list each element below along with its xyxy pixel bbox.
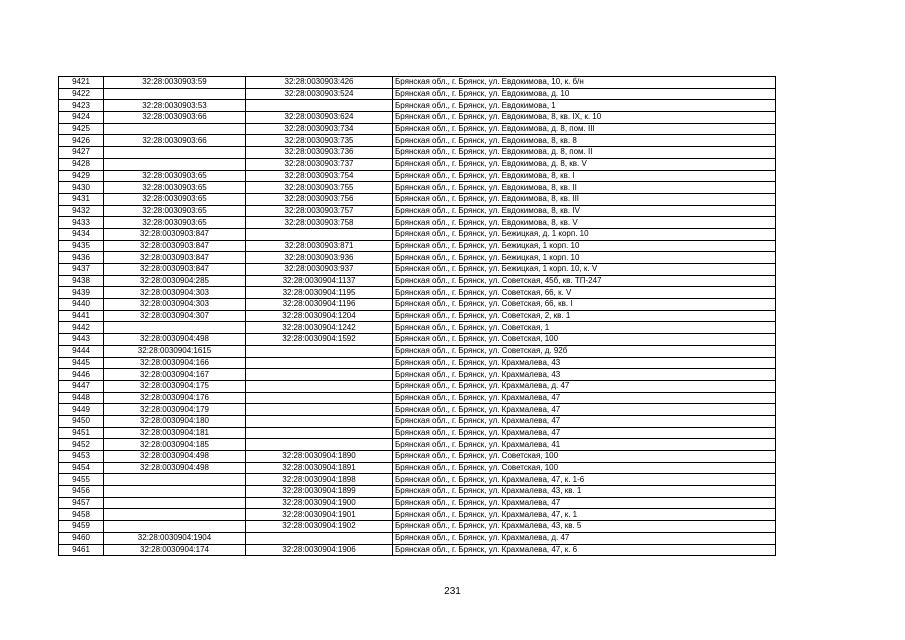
table-row	[59, 357, 776, 369]
object-cadastral-number-cell: 32:28:0030903:734	[246, 123, 393, 135]
address-cell: Брянская обл., г. Брянск, ул. Евдокимова, 8, кв. 8	[393, 135, 776, 147]
parcel-cadastral-number-cell: 32:28:0030904:1904	[104, 532, 246, 544]
parcel-cadastral-number-cell	[104, 88, 246, 100]
parcel-cadastral-number-cell: 32:28:0030904:307	[104, 310, 246, 322]
table-row	[59, 369, 776, 381]
object-cadastral-number-cell: 32:28:0030904:1898	[246, 474, 393, 486]
row-number-cell: 9451	[59, 427, 104, 439]
row-number-cell: 9449	[59, 404, 104, 416]
row-number-cell: 9457	[59, 497, 104, 509]
address-cell: Брянская обл., г. Брянск, ул. Евдокимова, 8, кв. IV	[393, 205, 776, 217]
parcel-cadastral-number-cell: 32:28:0030903:65	[104, 170, 246, 182]
parcel-cadastral-number-cell: 32:28:0030904:167	[104, 369, 246, 381]
table-row	[59, 112, 776, 124]
row-number-cell: 9444	[59, 345, 104, 357]
object-cadastral-number-cell: 32:28:0030904:1196	[246, 299, 393, 311]
row-number-cell: 9427	[59, 147, 104, 159]
parcel-cadastral-number-cell: 32:28:0030903:65	[104, 217, 246, 229]
address-cell: Брянская обл., г. Брянск, ул. Крахмалева, 41	[393, 439, 776, 451]
table-row	[59, 170, 776, 182]
parcel-cadastral-number-cell: 32:28:0030904:498	[104, 451, 246, 463]
object-cadastral-number-cell	[246, 100, 393, 112]
row-number-cell: 9448	[59, 392, 104, 404]
address-cell: Брянская обл., г. Брянск, ул. Евдокимова, д. 8, пом. II	[393, 147, 776, 159]
address-cell: Брянская обл., г. Брянск, ул. Крахмалева, 47	[393, 427, 776, 439]
row-number-cell: 9439	[59, 287, 104, 299]
table-row	[59, 451, 776, 463]
table-row	[59, 228, 776, 240]
row-number-cell: 9456	[59, 486, 104, 498]
table-row	[59, 544, 776, 556]
row-number-cell: 9421	[59, 77, 104, 89]
object-cadastral-number-cell: 32:28:0030904:1137	[246, 275, 393, 287]
object-cadastral-number-cell: 32:28:0030903:755	[246, 182, 393, 194]
row-number-cell: 9458	[59, 509, 104, 521]
parcel-cadastral-number-cell	[104, 486, 246, 498]
table-row	[59, 240, 776, 252]
table-row	[59, 77, 776, 89]
address-cell: Брянская обл., г. Брянск, ул. Крахмалева, 43	[393, 369, 776, 381]
object-cadastral-number-cell: 32:28:0030903:754	[246, 170, 393, 182]
table-row	[59, 322, 776, 334]
address-cell: Брянская обл., г. Брянск, ул. Крахмалева, 47, к. 6	[393, 544, 776, 556]
table-row	[59, 474, 776, 486]
object-cadastral-number-cell: 32:28:0030903:624	[246, 112, 393, 124]
table-row	[59, 182, 776, 194]
object-cadastral-number-cell: 32:28:0030904:1242	[246, 322, 393, 334]
registry-table	[58, 76, 776, 556]
parcel-cadastral-number-cell: 32:28:0030904:303	[104, 287, 246, 299]
address-cell: Брянская обл., г. Брянск, ул. Евдокимова, д. 8, кв. V	[393, 158, 776, 170]
parcel-cadastral-number-cell	[104, 509, 246, 521]
row-number-cell: 9432	[59, 205, 104, 217]
parcel-cadastral-number-cell	[104, 123, 246, 135]
table-row	[59, 147, 776, 159]
table-row	[59, 287, 776, 299]
address-cell: Брянская обл., г. Брянск, ул. Крахмалева, 43, кв. 1	[393, 486, 776, 498]
row-number-cell: 9440	[59, 299, 104, 311]
table-row	[59, 380, 776, 392]
parcel-cadastral-number-cell	[104, 497, 246, 509]
parcel-cadastral-number-cell: 32:28:0030904:176	[104, 392, 246, 404]
row-number-cell: 9438	[59, 275, 104, 287]
row-number-cell: 9452	[59, 439, 104, 451]
table-row	[59, 439, 776, 451]
row-number-cell: 9433	[59, 217, 104, 229]
parcel-cadastral-number-cell: 32:28:0030904:166	[104, 357, 246, 369]
parcel-cadastral-number-cell: 32:28:0030904:498	[104, 334, 246, 346]
object-cadastral-number-cell	[246, 404, 393, 416]
address-cell: Брянская обл., г. Брянск, ул. Советская, 1	[393, 322, 776, 334]
object-cadastral-number-cell	[246, 532, 393, 544]
registry-table-body	[59, 77, 776, 556]
table-row	[59, 486, 776, 498]
parcel-cadastral-number-cell: 32:28:0030904:498	[104, 462, 246, 474]
address-cell: Брянская обл., г. Брянск, ул. Бежицкая, 1 корп. 10	[393, 252, 776, 264]
row-number-cell: 9430	[59, 182, 104, 194]
table-row	[59, 88, 776, 100]
object-cadastral-number-cell: 32:28:0030904:1900	[246, 497, 393, 509]
row-number-cell: 9453	[59, 451, 104, 463]
table-row	[59, 217, 776, 229]
row-number-cell: 9428	[59, 158, 104, 170]
address-cell: Брянская обл., г. Брянск, ул. Евдокимова, 8, кв. V	[393, 217, 776, 229]
address-cell: Брянская обл., г. Брянск, ул. Крахмалева, 47, к. 1	[393, 509, 776, 521]
address-cell: Брянская обл., г. Брянск, ул. Евдокимова, 8, кв. II	[393, 182, 776, 194]
parcel-cadastral-number-cell: 32:28:0030903:59	[104, 77, 246, 89]
row-number-cell: 9447	[59, 380, 104, 392]
address-cell: Брянская обл., г. Брянск, ул. Советская, 2, кв. 1	[393, 310, 776, 322]
row-number-cell: 9441	[59, 310, 104, 322]
table-row	[59, 205, 776, 217]
object-cadastral-number-cell	[246, 380, 393, 392]
table-row	[59, 252, 776, 264]
table-row	[59, 310, 776, 322]
parcel-cadastral-number-cell	[104, 322, 246, 334]
address-cell: Брянская обл., г. Брянск, ул. Бежицкая, 1 корп. 10	[393, 240, 776, 252]
row-number-cell: 9442	[59, 322, 104, 334]
parcel-cadastral-number-cell: 32:28:0030903:847	[104, 264, 246, 276]
object-cadastral-number-cell: 32:28:0030903:756	[246, 193, 393, 205]
row-number-cell: 9446	[59, 369, 104, 381]
parcel-cadastral-number-cell: 32:28:0030903:53	[104, 100, 246, 112]
address-cell: Брянская обл., г. Брянск, ул. Крахмалева, 47	[393, 497, 776, 509]
address-cell: Брянская обл., г. Брянск, ул. Советская, 100	[393, 451, 776, 463]
parcel-cadastral-number-cell: 32:28:0030904:185	[104, 439, 246, 451]
row-number-cell: 9425	[59, 123, 104, 135]
address-cell: Брянская обл., г. Брянск, ул. Крахмалева, 43	[393, 357, 776, 369]
parcel-cadastral-number-cell: 32:28:0030904:175	[104, 380, 246, 392]
parcel-cadastral-number-cell: 32:28:0030904:179	[104, 404, 246, 416]
address-cell: Брянская обл., г. Брянск, ул. Крахмалева, 47	[393, 392, 776, 404]
address-cell: Брянская обл., г. Брянск, ул. Советская, 66, кв. I	[393, 299, 776, 311]
address-cell: Брянская обл., г. Брянск, ул. Крахмалева, 47, к. 1-6	[393, 474, 776, 486]
address-cell: Брянская обл., г. Брянск, ул. Советская, 100	[393, 334, 776, 346]
object-cadastral-number-cell	[246, 392, 393, 404]
object-cadastral-number-cell: 32:28:0030904:1906	[246, 544, 393, 556]
object-cadastral-number-cell: 32:28:0030903:871	[246, 240, 393, 252]
address-cell: Брянская обл., г. Брянск, ул. Евдокимова, 10, к. б/н	[393, 77, 776, 89]
row-number-cell: 9435	[59, 240, 104, 252]
table-row	[59, 427, 776, 439]
row-number-cell: 9423	[59, 100, 104, 112]
address-cell: Брянская обл., г. Брянск, ул. Евдокимова, д. 10	[393, 88, 776, 100]
address-cell: Брянская обл., г. Брянск, ул. Евдокимова, 8, кв. IX, к. 10	[393, 112, 776, 124]
row-number-cell: 9443	[59, 334, 104, 346]
table-row	[59, 415, 776, 427]
object-cadastral-number-cell: 32:28:0030903:736	[246, 147, 393, 159]
address-cell: Брянская обл., г. Брянск, ул. Крахмалева, 47	[393, 415, 776, 427]
row-number-cell: 9429	[59, 170, 104, 182]
table-row	[59, 392, 776, 404]
object-cadastral-number-cell	[246, 439, 393, 451]
table-row	[59, 100, 776, 112]
object-cadastral-number-cell: 32:28:0030903:937	[246, 264, 393, 276]
table-row	[59, 462, 776, 474]
object-cadastral-number-cell: 32:28:0030903:524	[246, 88, 393, 100]
object-cadastral-number-cell: 32:28:0030903:936	[246, 252, 393, 264]
address-cell: Брянская обл., г. Брянск, ул. Крахмалева, 43, кв. 5	[393, 521, 776, 533]
parcel-cadastral-number-cell: 32:28:0030903:65	[104, 205, 246, 217]
row-number-cell: 9436	[59, 252, 104, 264]
parcel-cadastral-number-cell: 32:28:0030903:65	[104, 193, 246, 205]
row-number-cell: 9450	[59, 415, 104, 427]
page-number: 231	[444, 586, 461, 597]
object-cadastral-number-cell	[246, 369, 393, 381]
row-number-cell: 9459	[59, 521, 104, 533]
parcel-cadastral-number-cell: 32:28:0030904:285	[104, 275, 246, 287]
table-row	[59, 404, 776, 416]
address-cell: Брянская обл., г. Брянск, ул. Евдокимова, д. 8, пом. III	[393, 123, 776, 135]
object-cadastral-number-cell: 32:28:0030903:758	[246, 217, 393, 229]
object-cadastral-number-cell: 32:28:0030903:735	[246, 135, 393, 147]
row-number-cell: 9431	[59, 193, 104, 205]
address-cell: Брянская обл., г. Брянск, ул. Бежицкая, д. 1 корп. 10	[393, 228, 776, 240]
table-row	[59, 497, 776, 509]
parcel-cadastral-number-cell: 32:28:0030904:303	[104, 299, 246, 311]
table-row	[59, 275, 776, 287]
table-row	[59, 532, 776, 544]
parcel-cadastral-number-cell	[104, 147, 246, 159]
object-cadastral-number-cell: 32:28:0030903:757	[246, 205, 393, 217]
address-cell: Брянская обл., г. Брянск, ул. Евдокимова, 1	[393, 100, 776, 112]
address-cell: Брянская обл., г. Брянск, ул. Советская, 66, к. V	[393, 287, 776, 299]
parcel-cadastral-number-cell: 32:28:0030903:847	[104, 240, 246, 252]
table-row	[59, 193, 776, 205]
address-cell: Брянская обл., г. Брянск, ул. Советская, д. 92б	[393, 345, 776, 357]
object-cadastral-number-cell: 32:28:0030904:1890	[246, 451, 393, 463]
table-row	[59, 264, 776, 276]
parcel-cadastral-number-cell	[104, 158, 246, 170]
address-cell: Брянская обл., г. Брянск, ул. Советская, 100	[393, 462, 776, 474]
row-number-cell: 9437	[59, 264, 104, 276]
row-number-cell: 9461	[59, 544, 104, 556]
row-number-cell: 9424	[59, 112, 104, 124]
address-cell: Брянская обл., г. Брянск, ул. Советская, 45б, кв. ТП-247	[393, 275, 776, 287]
table-row	[59, 158, 776, 170]
table-row	[59, 521, 776, 533]
row-number-cell: 9460	[59, 532, 104, 544]
row-number-cell: 9426	[59, 135, 104, 147]
object-cadastral-number-cell: 32:28:0030904:1901	[246, 509, 393, 521]
address-cell: Брянская обл., г. Брянск, ул. Евдокимова, 8, кв. I	[393, 170, 776, 182]
object-cadastral-number-cell: 32:28:0030904:1195	[246, 287, 393, 299]
object-cadastral-number-cell: 32:28:0030903:426	[246, 77, 393, 89]
parcel-cadastral-number-cell: 32:28:0030904:180	[104, 415, 246, 427]
object-cadastral-number-cell	[246, 345, 393, 357]
parcel-cadastral-number-cell: 32:28:0030903:847	[104, 252, 246, 264]
address-cell: Брянская обл., г. Брянск, ул. Крахмалева, 47	[393, 404, 776, 416]
address-cell: Брянская обл., г. Брянск, ул. Крахмалева, д. 47	[393, 380, 776, 392]
object-cadastral-number-cell	[246, 228, 393, 240]
object-cadastral-number-cell: 32:28:0030903:737	[246, 158, 393, 170]
table-row	[59, 299, 776, 311]
table-row	[59, 509, 776, 521]
table-row	[59, 135, 776, 147]
parcel-cadastral-number-cell: 32:28:0030904:1615	[104, 345, 246, 357]
parcel-cadastral-number-cell: 32:28:0030904:181	[104, 427, 246, 439]
object-cadastral-number-cell: 32:28:0030904:1204	[246, 310, 393, 322]
object-cadastral-number-cell: 32:28:0030904:1902	[246, 521, 393, 533]
table-row	[59, 345, 776, 357]
row-number-cell: 9434	[59, 228, 104, 240]
row-number-cell: 9422	[59, 88, 104, 100]
parcel-cadastral-number-cell	[104, 474, 246, 486]
object-cadastral-number-cell: 32:28:0030904:1891	[246, 462, 393, 474]
row-number-cell: 9445	[59, 357, 104, 369]
parcel-cadastral-number-cell: 32:28:0030903:66	[104, 112, 246, 124]
object-cadastral-number-cell: 32:28:0030904:1592	[246, 334, 393, 346]
address-cell: Брянская обл., г. Брянск, ул. Евдокимова, 8, кв. III	[393, 193, 776, 205]
table-row	[59, 334, 776, 346]
object-cadastral-number-cell	[246, 415, 393, 427]
object-cadastral-number-cell	[246, 357, 393, 369]
address-cell: Брянская обл., г. Брянск, ул. Крахмалева, д. 47	[393, 532, 776, 544]
parcel-cadastral-number-cell	[104, 521, 246, 533]
parcel-cadastral-number-cell: 32:28:0030903:66	[104, 135, 246, 147]
table-row	[59, 123, 776, 135]
object-cadastral-number-cell: 32:28:0030904:1899	[246, 486, 393, 498]
row-number-cell: 9455	[59, 474, 104, 486]
parcel-cadastral-number-cell: 32:28:0030903:65	[104, 182, 246, 194]
address-cell: Брянская обл., г. Брянск, ул. Бежицкая, 1 корп. 10, к. V	[393, 264, 776, 276]
parcel-cadastral-number-cell: 32:28:0030904:174	[104, 544, 246, 556]
parcel-cadastral-number-cell: 32:28:0030903:847	[104, 228, 246, 240]
row-number-cell: 9454	[59, 462, 104, 474]
object-cadastral-number-cell	[246, 427, 393, 439]
